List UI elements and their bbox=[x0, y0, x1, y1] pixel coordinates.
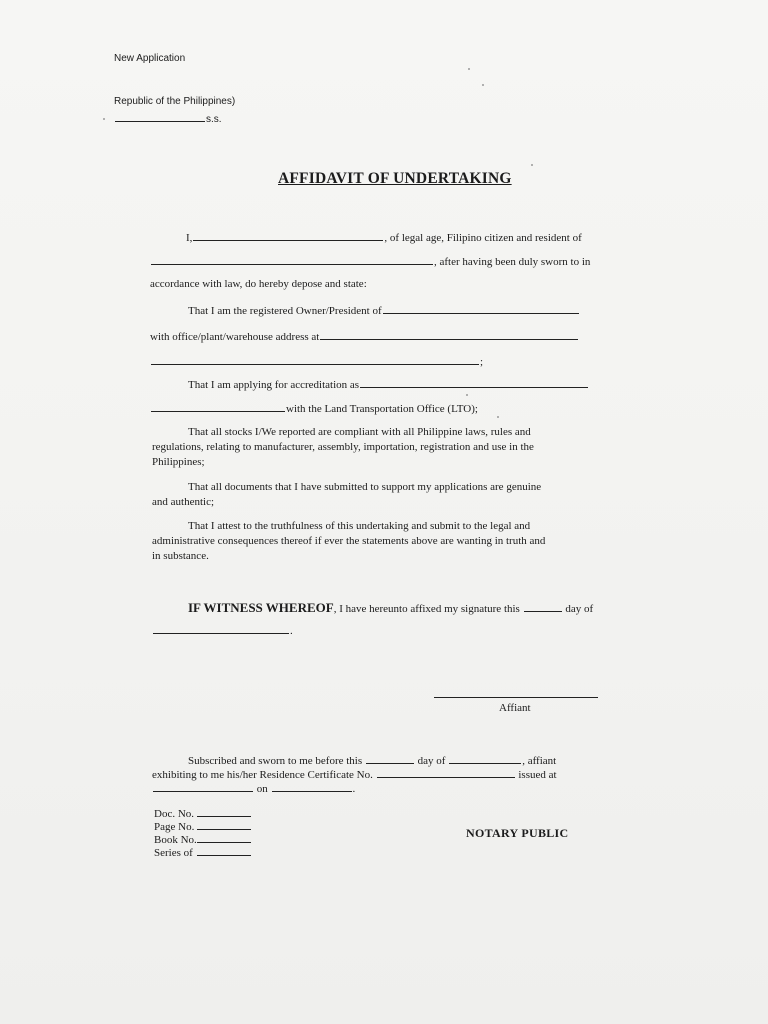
subscribed-month-blank[interactable] bbox=[449, 753, 521, 764]
legal-age-text: , of legal age, Filipino citizen and resident of bbox=[384, 232, 582, 244]
witness-line-2 bbox=[152, 623, 293, 637]
subscribed-text: Subscribed and sworn to me before this bbox=[188, 755, 363, 767]
on-text: on bbox=[256, 783, 268, 795]
scan-speck bbox=[482, 84, 484, 86]
ss-label: s.s. bbox=[206, 114, 222, 125]
address-blank-1[interactable] bbox=[320, 329, 578, 340]
owner-line-3 bbox=[150, 354, 483, 368]
address-text: with office/plant/warehouse address at bbox=[150, 331, 320, 343]
notary-public-label: NOTARY PUBLIC bbox=[466, 826, 569, 840]
residence-cert-blank[interactable] bbox=[377, 767, 515, 778]
series-field bbox=[154, 845, 252, 859]
documents-line-2: and authentic; bbox=[152, 496, 215, 508]
doc-no-label: Doc. No. bbox=[154, 808, 195, 820]
book-no-label: Book No. bbox=[154, 834, 197, 846]
stocks-line-3: Philippines; bbox=[152, 456, 205, 468]
affiant-signature-line[interactable] bbox=[434, 697, 598, 698]
attest-line-2: administrative consequences thereof if ever the statements above are wanting in truth and bbox=[152, 535, 546, 547]
owner-text: That I am the registered Owner/President of bbox=[188, 305, 382, 317]
issued-date-blank[interactable] bbox=[272, 781, 352, 792]
subscribed-day-blank[interactable] bbox=[366, 753, 414, 764]
witness-day-blank[interactable] bbox=[524, 601, 562, 612]
new-application-label: New Application bbox=[114, 53, 186, 64]
after-sworn-text: , after having been duly sworn to in bbox=[434, 256, 591, 268]
republic-label: Republic of the Philippines) bbox=[114, 96, 236, 107]
documents-line-1: That all documents that I have submitted to support my applications are genuine bbox=[188, 481, 542, 493]
scan-speck bbox=[531, 164, 533, 166]
series-blank[interactable] bbox=[197, 845, 251, 856]
document-title: AFFIDAVIT OF UNDERTAKING bbox=[278, 170, 512, 187]
semicolon: ; bbox=[480, 356, 484, 368]
book-no-field bbox=[154, 832, 252, 846]
scan-speck bbox=[497, 416, 499, 418]
series-label: Series of bbox=[154, 847, 193, 859]
doc-no-field bbox=[154, 806, 252, 820]
residence-cert-text: exhibiting to me his/her Residence Certificate No. bbox=[152, 769, 373, 781]
accreditation-line-2 bbox=[150, 401, 478, 415]
accreditation-text: That I am applying for accreditation as bbox=[188, 379, 360, 391]
subscribed-line-3 bbox=[152, 781, 355, 795]
page-no-label: Page No. bbox=[154, 821, 195, 833]
witness-line-1 bbox=[188, 600, 593, 616]
accreditation-type-blank[interactable] bbox=[151, 401, 285, 412]
attest-line-1: That I attest to the truthfulness of this undertaking and submit to the legal and bbox=[188, 520, 531, 532]
page-no-field bbox=[154, 819, 252, 833]
owner-line-1 bbox=[188, 303, 580, 317]
stocks-line-2: regulations, relating to manufacturer, assembly, importation, registration and use in the bbox=[152, 441, 534, 453]
intro-line-2 bbox=[150, 254, 590, 268]
residence-blank[interactable] bbox=[151, 254, 433, 265]
owner-line-2 bbox=[150, 329, 579, 343]
subscribed-day-of: day of bbox=[417, 755, 446, 767]
issued-place-blank[interactable] bbox=[153, 781, 253, 792]
ss-line bbox=[114, 111, 222, 125]
subscribed-end: . bbox=[352, 783, 356, 795]
affiant-text: , affiant bbox=[522, 755, 557, 767]
intro-line-3: accordance with law, do hereby depose and state: bbox=[150, 278, 367, 290]
witness-lead: IF WITNESS WHEREOF bbox=[188, 600, 334, 615]
subscribed-line-2 bbox=[152, 767, 557, 781]
company-blank[interactable] bbox=[383, 303, 579, 314]
scan-speck bbox=[103, 118, 105, 120]
affiant-label: Affiant bbox=[499, 702, 531, 714]
subscribed-line-1 bbox=[188, 753, 556, 767]
book-no-blank[interactable] bbox=[197, 832, 251, 843]
witness-text: , I have hereunto affixed my signature this bbox=[333, 603, 520, 615]
intro-line-1 bbox=[186, 230, 582, 244]
scan-speck bbox=[466, 394, 468, 396]
attest-line-3: in substance. bbox=[152, 550, 209, 562]
witness-day-of: day of bbox=[565, 603, 594, 615]
page-no-blank[interactable] bbox=[197, 819, 251, 830]
address-blank-2[interactable] bbox=[151, 354, 479, 365]
witness-date-blank[interactable] bbox=[153, 623, 289, 634]
accreditation-blank[interactable] bbox=[360, 377, 588, 388]
issued-at-text: issued at bbox=[518, 769, 557, 781]
lto-text: with the Land Transportation Office (LTO); bbox=[286, 403, 478, 415]
accreditation-line-1 bbox=[188, 377, 589, 391]
name-blank[interactable] bbox=[193, 230, 383, 241]
scan-speck bbox=[468, 68, 470, 70]
venue-blank[interactable] bbox=[115, 111, 205, 122]
witness-end: . bbox=[290, 625, 293, 637]
i-label: I, bbox=[186, 232, 193, 244]
stocks-line-1: That all stocks I/We reported are compliant with all Philippine laws, rules and bbox=[188, 426, 531, 438]
doc-no-blank[interactable] bbox=[197, 806, 251, 817]
